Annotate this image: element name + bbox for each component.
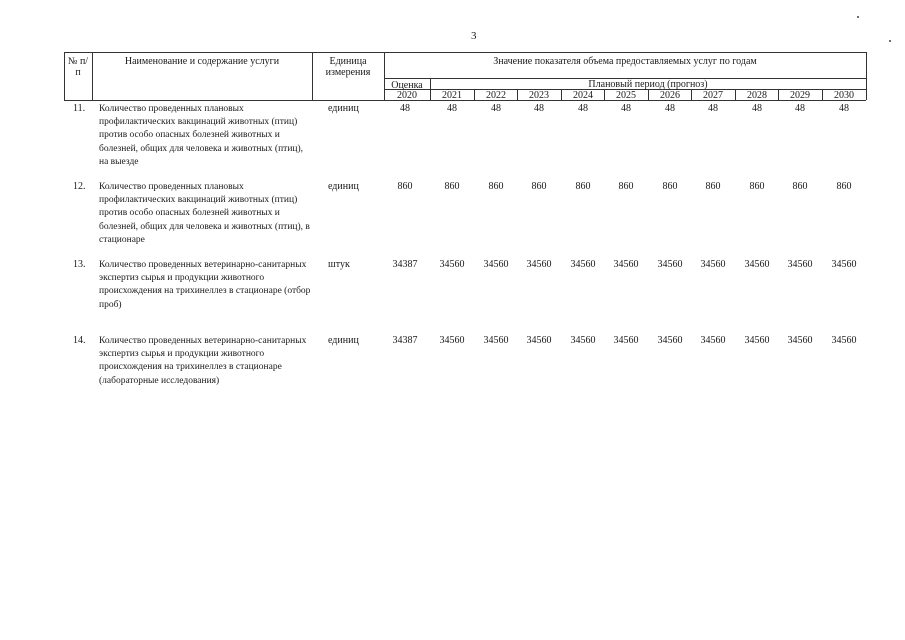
row-value: 34560 [613,335,639,346]
row-number: 11. [73,103,86,114]
row-value: 48 [400,103,410,114]
row-value: 34560 [439,259,465,270]
row-value: 48 [839,103,849,114]
row-value: 860 [836,181,852,192]
row-value: 860 [792,181,808,192]
row-number: 13. [73,259,86,270]
header-year: 2027 [703,90,723,101]
page-number: 3 [471,30,477,42]
row-value: 34560 [439,335,465,346]
header-unit: Единица измерения [325,56,371,78]
row-unit: единиц [328,103,359,114]
row-value: 48 [665,103,675,114]
header-year: 2028 [747,90,767,101]
row-value: 48 [491,103,501,114]
row-value: 860 [575,181,591,192]
row-value: 34387 [392,259,418,270]
row-value: 48 [534,103,544,114]
row-value: 34560 [831,335,857,346]
row-value: 34560 [613,259,639,270]
header-values-group: Значение показателя объема предоставляемых услуг по годам [493,56,757,67]
row-value: 34560 [657,259,683,270]
header-year: 2021 [442,90,462,101]
header-year: 2023 [529,90,549,101]
row-value: 860 [397,181,413,192]
row-value: 860 [705,181,721,192]
header-year: 2024 [573,90,593,101]
header-num: № п/п [67,56,89,78]
header-year: 2020 [397,90,417,101]
row-value: 34560 [744,335,770,346]
row-service-name: Количество проведенных плановых профилактических вакцинаций животных (птиц) против особо опасных болезней животных и болезней, общих для человека и животных (птиц), в стационаре [99,182,310,245]
row-value: 860 [618,181,634,192]
header-year: 2025 [616,90,636,101]
row-unit: единиц [328,181,359,192]
row-value: 860 [531,181,547,192]
row-value: 34560 [787,335,813,346]
row-value: 860 [444,181,460,192]
row-service-name: Количество проведенных плановых профилактических вакцинаций животных (птиц) против особо опасных болезней животных и болезней, общих для человека и животных (птиц), на выезде [99,104,304,167]
row-value: 48 [752,103,762,114]
row-value: 860 [488,181,504,192]
row-value: 34560 [744,259,770,270]
header-estimate: Оценка [391,80,423,91]
row-value: 48 [578,103,588,114]
row-service-name: Количество проведенных ветеринарно-санитарных экспертиз сырья и продукции животного происхождения на трихинеллез в стационаре (лабораторные исследования) [99,336,307,386]
row-value: 34560 [570,335,596,346]
row-value: 48 [708,103,718,114]
row-value: 34560 [570,259,596,270]
scan-speck [889,40,891,42]
row-value: 48 [795,103,805,114]
row-value: 34560 [483,335,509,346]
row-value: 34560 [483,259,509,270]
header-year: 2022 [486,90,506,101]
row-value: 34560 [700,259,726,270]
header-year: 2029 [790,90,810,101]
row-unit: единиц [328,335,359,346]
row-service-name: Количество проведенных ветеринарно-санитарных экспертиз сырья и продукции животного происхождения на трихинеллез в стационаре (отбор проб) [99,260,311,310]
header-name: Наименование и содержание услуги [124,56,280,67]
row-number: 14. [73,335,86,346]
row-value: 48 [447,103,457,114]
row-value: 34560 [831,259,857,270]
row-value: 860 [749,181,765,192]
row-value: 48 [621,103,631,114]
row-value: 34560 [787,259,813,270]
row-value: 34560 [526,335,552,346]
header-forecast: Плановый период (прогноз) [588,79,708,90]
header-year: 2026 [660,90,680,101]
scan-speck [857,16,859,18]
row-value: 34560 [526,259,552,270]
row-value: 34560 [657,335,683,346]
row-unit: штук [328,259,350,270]
row-value: 34560 [700,335,726,346]
row-number: 12. [73,181,86,192]
row-value: 860 [662,181,678,192]
header-year: 2030 [834,90,854,101]
row-value: 34387 [392,335,418,346]
